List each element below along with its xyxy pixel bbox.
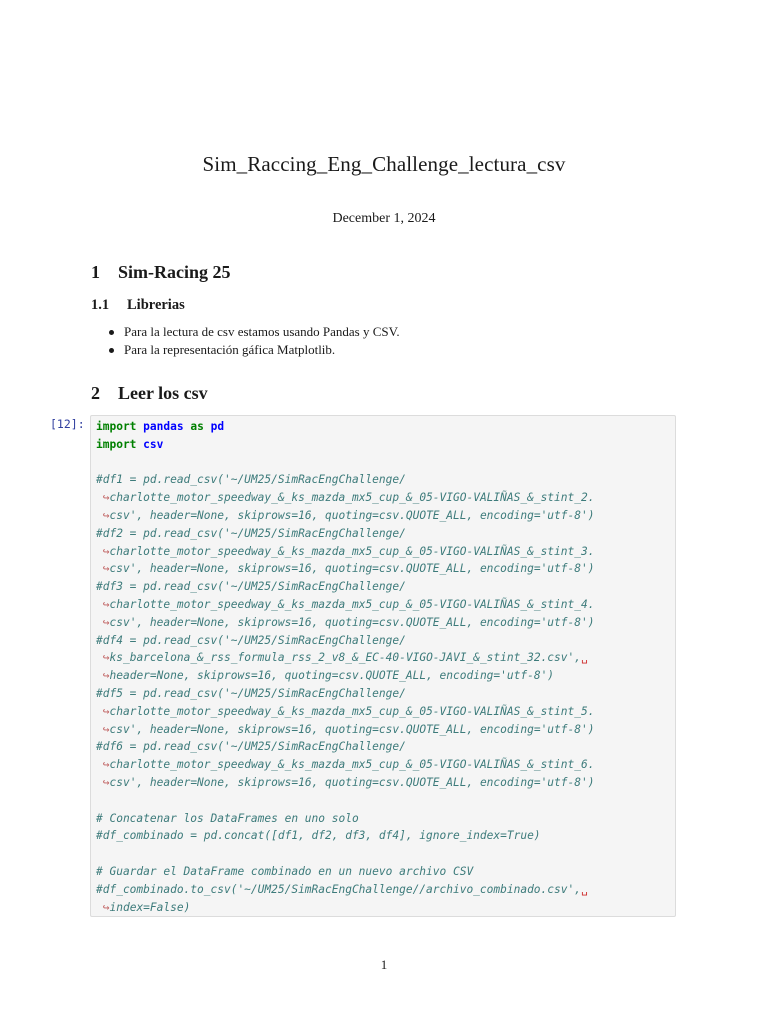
code-comment: #df3 = pd.read_csv('~/UM25/SimRacEngChallenge/ — [96, 580, 406, 594]
continuation-arrow-icon: ↪ — [102, 758, 110, 772]
code-comment: charlotte_motor_speedway_&_ks_mazda_mx5_cup_&_05-VIGO-VALIÑAS_&_stint_3. — [109, 544, 595, 558]
code-comment: #df6 = pd.read_csv('~/UM25/SimRacEngChallenge/ — [96, 740, 406, 754]
continuation-arrow-icon: ↪ — [102, 491, 110, 505]
code-line — [96, 525, 594, 543]
code-line — [96, 756, 594, 774]
line-break-marker-icon: ␣ — [580, 651, 588, 665]
code-line — [96, 632, 594, 650]
continuation-arrow-icon: ↪ — [102, 651, 110, 665]
section-title: Leer los csv — [118, 383, 208, 403]
code-line — [96, 721, 594, 739]
code-comment: csv', header=None, skiprows=16, quoting=csv.QUOTE_ALL, encoding='utf-8') — [109, 508, 595, 522]
code-line — [96, 810, 594, 828]
code-comment: # Guardar el DataFrame combinado en un nuevo archivo CSV — [96, 864, 474, 878]
code-comment: #df_combinado.to_csv('~/UM25/SimRacEngChallenge//archivo_combinado.csv', — [96, 882, 581, 896]
code-line — [96, 863, 594, 881]
code-comment: csv', header=None, skiprows=16, quoting=csv.QUOTE_ALL, encoding='utf-8') — [109, 562, 595, 576]
continuation-arrow-icon: ↪ — [102, 900, 110, 914]
code-line — [96, 792, 594, 810]
code-module: pandas — [143, 420, 184, 433]
code-comment: header=None, skiprows=16, quoting=csv.QUOTE_ALL, encoding='utf-8') — [109, 669, 555, 683]
code-keyword: as — [190, 420, 204, 433]
code-line — [96, 649, 594, 667]
bullet-dot-icon — [109, 348, 114, 353]
code-line — [96, 471, 594, 489]
code-comment: ks_barcelona_&_rss_formula_rss_2_v8_&_EC-40-VIGO-JAVI_&_stint_32.csv', — [109, 651, 581, 665]
code-line — [96, 827, 594, 845]
code-line — [96, 596, 594, 614]
code-line — [96, 578, 594, 596]
code-line — [96, 418, 594, 436]
bullet-dot-icon — [109, 330, 114, 335]
code-comment: index=False) — [109, 900, 191, 914]
continuation-arrow-icon: ↪ — [102, 775, 110, 789]
continuation-arrow-icon: ↪ — [102, 669, 110, 683]
code-line — [96, 667, 594, 685]
list-item-text: Para la representación gáfica Matplotlib. — [124, 342, 336, 357]
code-line — [96, 507, 594, 525]
continuation-arrow-icon: ↪ — [102, 722, 110, 736]
code-keyword: import — [96, 437, 137, 451]
code-comment: charlotte_motor_speedway_&_ks_mazda_mx5_cup_&_05-VIGO-VALIÑAS_&_stint_4. — [109, 597, 595, 611]
code-line — [96, 454, 594, 472]
list-item-text: Para la lectura de csv estamos usando Pandas y CSV. — [124, 324, 400, 339]
subsection-title: Librerias — [127, 297, 185, 313]
continuation-arrow-icon: ↪ — [102, 704, 110, 718]
section-title: Sim-Racing 25 — [118, 262, 231, 282]
subsection-heading-librerias — [91, 297, 185, 314]
code-line — [96, 436, 594, 454]
code-comment: #df2 = pd.read_csv('~/UM25/SimRacEngChallenge/ — [96, 526, 406, 540]
code-comment: charlotte_motor_speedway_&_ks_mazda_mx5_cup_&_05-VIGO-VALIÑAS_&_stint_5. — [109, 704, 595, 718]
code-line — [96, 543, 594, 561]
cell-prompt: [12]: — [50, 417, 85, 431]
code-comment: csv', header=None, skiprows=16, quoting=csv.QUOTE_ALL, encoding='utf-8') — [109, 722, 595, 736]
section-number: 1 — [91, 262, 100, 282]
continuation-arrow-icon: ↪ — [102, 544, 110, 558]
code-module: pd — [210, 420, 225, 433]
code-comment: #df4 = pd.read_csv('~/UM25/SimRacEngChallenge/ — [96, 633, 406, 647]
section-heading-sim-racing — [91, 262, 231, 283]
code-line — [96, 614, 594, 632]
code-line — [96, 703, 594, 721]
list-item — [106, 341, 400, 359]
code-comment: #df5 = pd.read_csv('~/UM25/SimRacEngChallenge/ — [96, 686, 406, 700]
code-cell[interactable] — [90, 415, 676, 917]
page-number: 1 — [380, 957, 388, 972]
code-comment: charlotte_motor_speedway_&_ks_mazda_mx5_cup_&_05-VIGO-VALIÑAS_&_stint_6. — [109, 758, 595, 772]
code-keyword: import — [96, 420, 137, 433]
code-line — [96, 685, 594, 703]
bullet-list — [106, 323, 400, 359]
code-line — [96, 899, 594, 917]
document-date: December 1, 2024 — [332, 211, 436, 226]
line-break-marker-icon: ␣ — [580, 882, 588, 896]
section-heading-leer-csv — [91, 383, 208, 404]
subsection-number: 1.1 — [91, 297, 110, 313]
code-line — [96, 560, 594, 578]
code-comment: #df_combinado = pd.concat([df1, df2, df3, df4], ignore_index=True) — [96, 829, 541, 843]
code-comment: charlotte_motor_speedway_&_ks_mazda_mx5_cup_&_05-VIGO-VALIÑAS_&_stint_2. — [109, 491, 595, 505]
code-comment: #df1 = pd.read_csv('~/UM25/SimRacEngChallenge/ — [96, 473, 406, 487]
code-line — [96, 845, 594, 863]
code-line — [96, 774, 594, 792]
continuation-arrow-icon: ↪ — [102, 508, 110, 522]
code-module: csv — [143, 437, 164, 451]
continuation-arrow-icon: ↪ — [102, 562, 110, 576]
code-line — [96, 738, 594, 756]
document-title: Sim_Raccing_Eng_Challenge_lectura_csv — [202, 152, 566, 176]
section-number: 2 — [91, 383, 100, 403]
list-item — [106, 323, 400, 341]
code-line — [96, 881, 594, 899]
code-block — [96, 418, 594, 916]
code-line — [96, 489, 594, 507]
code-comment: csv', header=None, skiprows=16, quoting=csv.QUOTE_ALL, encoding='utf-8') — [109, 775, 595, 789]
continuation-arrow-icon: ↪ — [102, 615, 110, 629]
continuation-arrow-icon: ↪ — [102, 597, 110, 611]
code-comment: csv', header=None, skiprows=16, quoting=csv.QUOTE_ALL, encoding='utf-8') — [109, 615, 595, 629]
code-comment: # Concatenar los DataFrames en uno solo — [96, 811, 359, 825]
